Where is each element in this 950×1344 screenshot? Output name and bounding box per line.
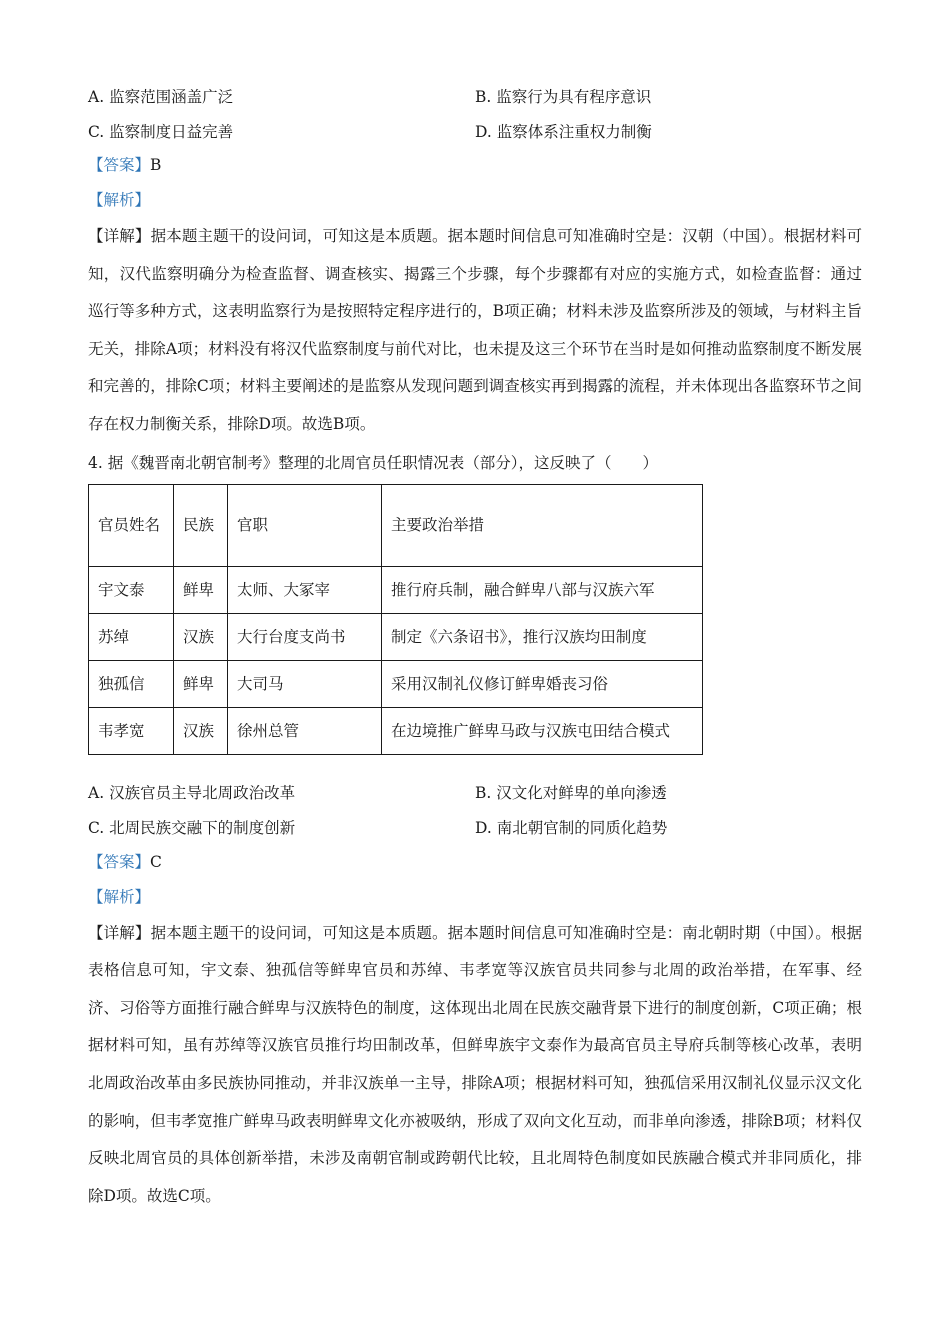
q4-option-b[interactable]: B. 汉文化对鲜卑的单向渗透 — [475, 784, 667, 803]
table-row — [89, 660, 703, 707]
cell-name: 宇文泰 — [89, 566, 174, 613]
table-header-row — [89, 484, 703, 566]
cell-ethnicity: 鲜卑 — [174, 566, 228, 613]
cell-ethnicity: 汉族 — [174, 613, 228, 660]
answer-tag: 【答案】 — [88, 852, 151, 871]
q4-option-d[interactable]: D. 南北朝官制的同质化趋势 — [475, 819, 668, 838]
q4-detail — [88, 915, 862, 1216]
cell-name: 独孤信 — [89, 660, 174, 707]
q3-option-c[interactable]: C. 监察制度日益完善 — [88, 122, 234, 141]
cell-measures: 采用汉制礼仪修订鲜卑婚丧习俗 — [382, 660, 703, 707]
q3-analysis-heading — [88, 183, 862, 218]
cell-post: 大行台度支尚书 — [228, 613, 382, 660]
q3-option-d[interactable]: D. 监察体系注重权力制衡 — [475, 122, 652, 141]
header-name: 官员姓名 — [89, 484, 174, 566]
table-row — [89, 566, 703, 613]
cell-post: 太师、大冢宰 — [228, 566, 382, 613]
header-post: 官职 — [228, 484, 382, 566]
table-row — [89, 707, 703, 754]
header-measures: 主要政治举措 — [382, 484, 703, 566]
analysis-tag: 【解析】 — [88, 191, 151, 209]
document-page — [88, 78, 862, 1215]
q3-options-row-2 — [88, 113, 862, 148]
table-row — [89, 613, 703, 660]
answer-value: B — [150, 156, 162, 174]
q3-answer — [88, 148, 862, 183]
header-ethnicity: 民族 — [174, 484, 228, 566]
q4-analysis-heading — [88, 880, 862, 915]
q4-options-row-2 — [88, 810, 862, 845]
analysis-tag: 【解析】 — [88, 887, 151, 906]
q3-options-row-1 — [88, 78, 862, 113]
q4-stem: 4. 据《魏晋南北朝官制考》整理的北周官员任职情况表（部分），这反映了（ ） — [88, 453, 658, 472]
q3-detail — [88, 218, 862, 444]
detail-tag: 【详解】 — [88, 923, 151, 942]
detail-tag: 【详解】 — [88, 227, 151, 245]
q4-option-c[interactable]: C. 北周民族交融下的制度创新 — [88, 819, 296, 838]
q3-option-a[interactable]: A. 监察范围涵盖广泛 — [88, 87, 234, 106]
answer-tag: 【答案】 — [88, 156, 151, 174]
detail-text: 据本题主题干的设问词，可知这是本质题。据本题时间信息可知准确时空是：南北朝时期（中国）。根据表格信息可知，宇文泰、独孤信等鲜卑官员和苏绰、韦孝宽等汉族官员共同参与北周的政治举措，在军事、经济、习俗等方面推行融合鲜卑与汉族特色的制度，这体现出北周在民族交融背景下进行的制度创新，C项正确；根据材料可知，虽有苏绰等汉族官员推行均田制改革，但鲜卑族宇文泰作为最高官员主导府兵制等核心改革，表明北周政治改革由多民族协同推动，并非汉族单一主导，排除A项；根据材料可知，独孤信采用汉制礼仪显示汉文化的影响，但韦孝宽推广鲜卑马政表明鲜卑文化亦被吸纳，形成了双向文化互动，而非单向渗透，排除B项；材料仅反映北周官员的具体创新举措，未涉及南朝官制或跨朝代比较，且北周特色制度如民族融合模式并非同质化，排除D项。故选C项。 — [88, 923, 862, 1205]
officials-table — [88, 484, 703, 755]
detail-text: 据本题主题干的设问词，可知这是本质题。据本题时间信息可知准确时空是：汉朝（中国）。根据材料可知，汉代监察明确分为检查监督、调查核实、揭露三个步骤，每个步骤都有对应的实施方式，如检查监督：通过巡行等多种方式，这表明监察行为是按照特定程序进行的，B项正确；材料未涉及监察所涉及的领域，与材料主旨无关，排除A项；材料没有将汉代监察制度与前代对比，也未提及这三个环节在当时是如何推动监察制度不断发展和完善的，排除C项；材料主要阐述的是监察从发现问题到调查核实再到揭露的流程，并未体现出各监察环节之间存在权力制衡关系，排除D项。故选B项。 — [88, 227, 862, 433]
q4-option-a[interactable]: A. 汉族官员主导北周政治改革 — [88, 784, 296, 803]
cell-name: 苏绰 — [89, 613, 174, 660]
q3-option-b[interactable]: B. 监察行为具有程序意识 — [475, 87, 652, 106]
cell-measures: 推行府兵制，融合鲜卑八部与汉族六军 — [382, 566, 703, 613]
q4-options-row-1 — [88, 775, 862, 810]
cell-measures: 制定《六条诏书》，推行汉族均田制度 — [382, 613, 703, 660]
cell-post: 徐州总管 — [228, 707, 382, 754]
cell-ethnicity: 鲜卑 — [174, 660, 228, 707]
q4-answer — [88, 845, 862, 880]
answer-value: C — [150, 852, 162, 871]
cell-measures: 在边境推广鲜卑马政与汉族屯田结合模式 — [382, 707, 703, 754]
cell-post: 大司马 — [228, 660, 382, 707]
cell-name: 韦孝宽 — [89, 707, 174, 754]
cell-ethnicity: 汉族 — [174, 707, 228, 754]
